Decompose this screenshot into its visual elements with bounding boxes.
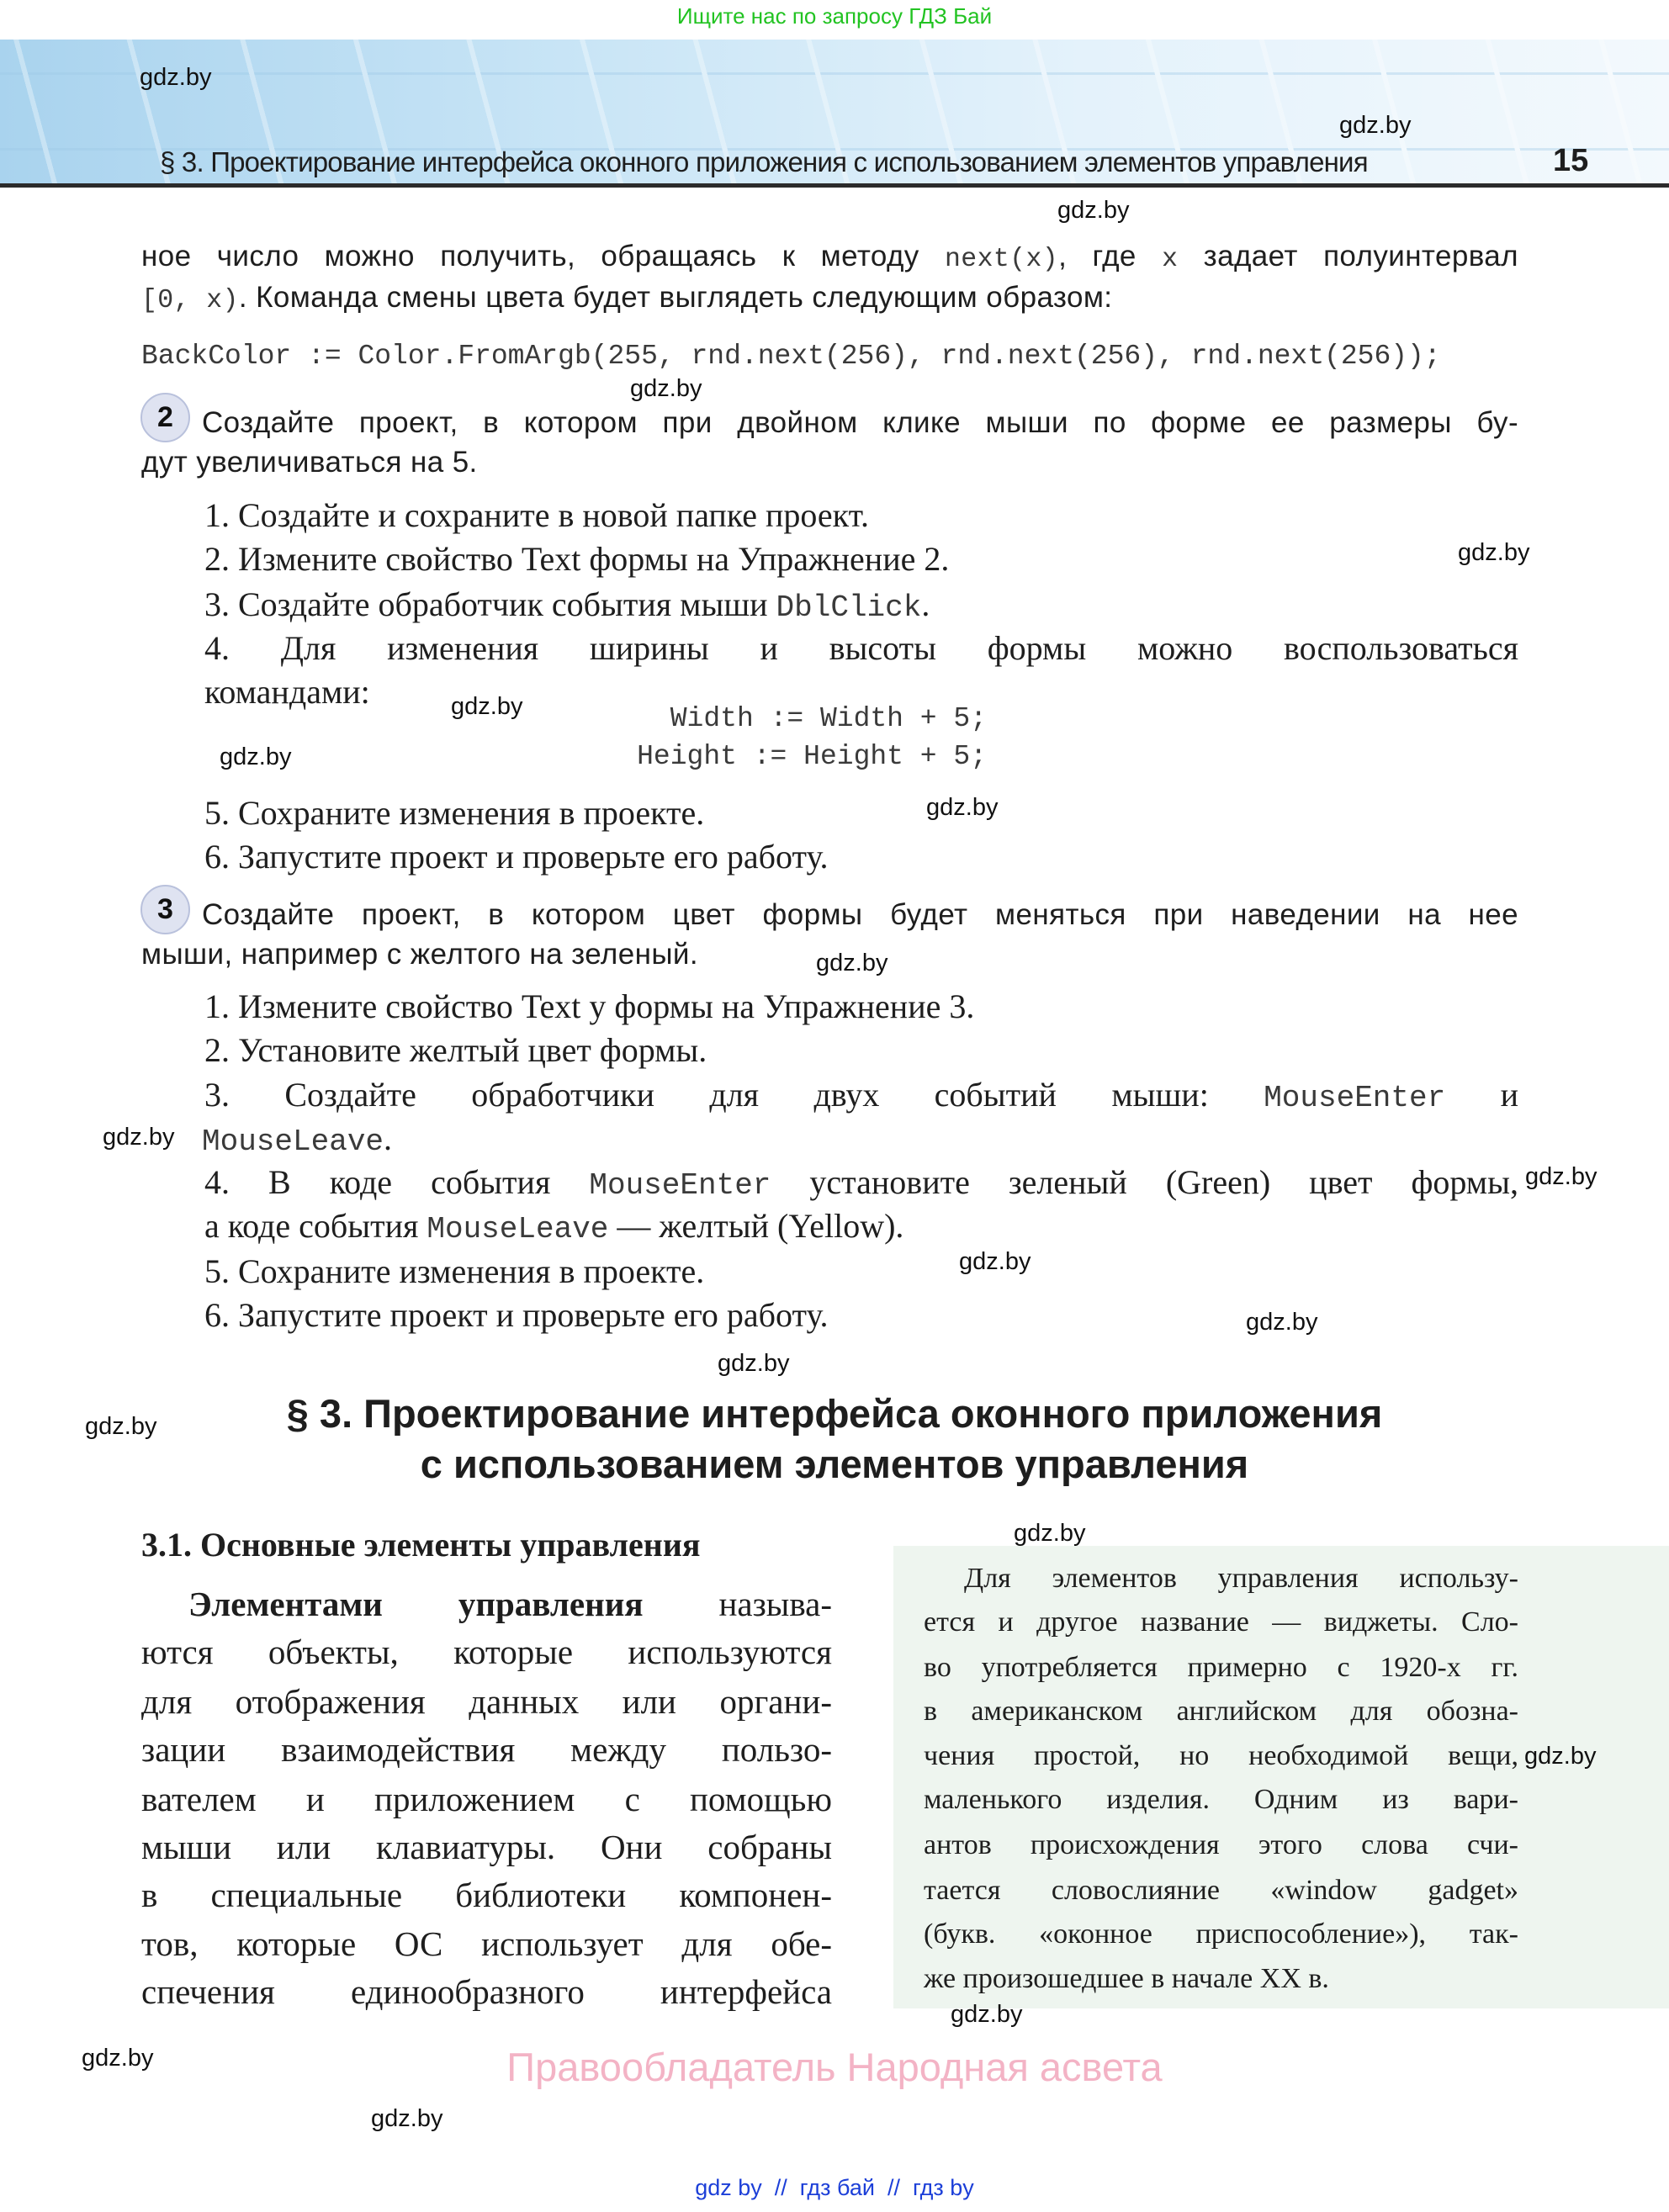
task2-step: 4. Для изменения ширины и высоты формы можно воспользоваться [204, 629, 1518, 667]
text-segment: установите зеленый (Green) цвет формы, [771, 1163, 1518, 1201]
task2-step: 1. Создайте и сохраните в новой папке проект. [204, 496, 870, 534]
task2-step: 6. Запустите проект и проверьте его работу. [204, 838, 829, 876]
text-segment: 4. В коде события [204, 1163, 590, 1201]
watermark-text: gdz.by [926, 794, 999, 821]
subsection-heading: 3.1. Основные элементы управления [141, 1526, 701, 1564]
intro-line [141, 280, 1112, 319]
task3-step: 5. Сохраните изменения в проекте. [204, 1252, 705, 1290]
copyright-notice: Правообладатель Народная асвета [506, 2045, 1163, 2089]
text-segment: называ- [643, 1585, 832, 1623]
watermark-text: gdz.by [1057, 197, 1130, 224]
task2-step: 5. Сохраните изменения в проекте. [204, 794, 705, 832]
task3-step [204, 1163, 1518, 1205]
sidebar-line: антов происхождения этого слова счи- [924, 1829, 1518, 1860]
watermark-text: gdz.by [718, 1350, 790, 1377]
code-line: BackColor := Color.FromArgb(255, rnd.next(256), rnd.next(256), rnd.next(256)); [141, 341, 1441, 372]
text-segment: — желтый (Yellow). [608, 1207, 904, 1245]
sidebar-line: во употребляется примерно с 1920-х гг. [924, 1652, 1518, 1683]
watermark-text: gdz.by [1458, 539, 1530, 566]
task3-text: мыши, например с желтого на зеленый. [141, 938, 698, 971]
watermark-text: gdz.by [451, 693, 523, 720]
text-segment: , где [1058, 240, 1163, 273]
sidebar-line: же произошедшее в начале XX в. [924, 1963, 1329, 1994]
task-number-badge: 2 [140, 393, 190, 442]
watermark-text: gdz.by [140, 64, 212, 91]
watermark-text: gdz.by [85, 1413, 157, 1440]
watermark-text: gdz.by [371, 2105, 443, 2132]
inline-code: [0, x) [141, 286, 239, 315]
watermark-text: gdz.by [1524, 1743, 1597, 1770]
inline-code: MouseEnter [589, 1168, 771, 1203]
inline-code: MouseEnter [1264, 1081, 1446, 1115]
task3-step: 2. Установите желтый цвет формы. [204, 1031, 707, 1069]
text-segment: задает полуинтервал [1178, 240, 1518, 273]
footer-links[interactable]: gdz by // гдз бай // гдз by [695, 2175, 974, 2200]
sidebar-line: чения простой, но необходимой вещи, [924, 1740, 1518, 1771]
task3-text: Создайте проект, в котором цвет формы будет меняться при наведении на нее [202, 898, 1518, 931]
watermark-text: gdz.by [1246, 1309, 1318, 1336]
sidebar-line: (букв. «оконное приспособление»), так- [924, 1918, 1518, 1950]
watermark-text: gdz.by [951, 2001, 1023, 2028]
text-segment: ное число можно получить, обращаясь к методу [141, 240, 945, 273]
task3-step: 1. Измените свойство Text у формы на Упражнение 3. [204, 987, 975, 1025]
watermark-text: gdz.by [1339, 112, 1412, 139]
sidebar-line: маленького изделия. Одним из вари- [924, 1784, 1518, 1815]
paragraph-line: спечения единообразного интерфейса [141, 1972, 832, 2011]
task2-step: командами: [204, 673, 370, 711]
task2-text: Создайте проект, в котором при двойном клике мыши по форме ее размеры бу- [202, 406, 1518, 439]
top-banner[interactable]: Ищите нас по запросу ГДЗ Бай [676, 3, 993, 29]
watermark-text: gdz.by [816, 950, 888, 976]
paragraph-line: зации взаимодействия между пользо- [141, 1730, 832, 1769]
task2-step: 2. Измените свойство Text формы на Упражнение 2. [204, 540, 950, 578]
inline-code: x [1162, 245, 1179, 274]
code-line: Height := Height + 5; [637, 741, 987, 772]
section-heading: с использованием элементов управления [420, 1442, 1249, 1486]
task2-text: дут увеличиваться на 5. [141, 446, 478, 479]
inline-code: MouseLeave [427, 1212, 609, 1246]
watermark-text: gdz.by [103, 1124, 175, 1151]
task3-step [204, 1076, 1518, 1118]
bold-term: Элементами управления [188, 1585, 644, 1623]
paragraph-line: ются объекты, которые используются [141, 1633, 832, 1671]
running-header-title: § 3. Проектирование интерфейса оконного приложения с использованием элементов управления [160, 146, 1368, 177]
paragraph-line [188, 1584, 832, 1624]
code-line: Width := Width + 5; [670, 703, 987, 734]
inline-code: DblClick [776, 590, 922, 625]
watermark-text: gdz.by [630, 375, 702, 402]
task2-step [204, 585, 930, 627]
section-heading: § 3. Проектирование интерфейса оконного приложения [286, 1391, 1383, 1436]
text-segment: а коде события [204, 1207, 427, 1245]
header-rule [0, 183, 1669, 188]
watermark-text: gdz.by [82, 2045, 154, 2072]
watermark-text: gdz.by [959, 1248, 1031, 1275]
text-segment: 3. Создайте обработчик события мыши [204, 585, 776, 623]
text-segment: . [921, 585, 930, 623]
page-number: 15 [1553, 143, 1589, 178]
text-segment: . [384, 1119, 393, 1157]
paragraph-line: вателем и приложением с помощью [141, 1780, 832, 1818]
sidebar-line: тается словослияние «window gadget» [924, 1875, 1518, 1906]
paragraph-line: для отображения данных или органи- [141, 1682, 832, 1721]
watermark-text: gdz.by [1014, 1520, 1086, 1547]
text-segment: и [1445, 1076, 1519, 1114]
sidebar-line: в американском английском для обозна- [924, 1696, 1518, 1727]
paragraph-line: в специальные библиотеки компонен- [141, 1876, 832, 1914]
sidebar-line: Для элементов управления использу- [964, 1563, 1518, 1594]
watermark-text: gdz.by [220, 744, 292, 770]
intro-line [141, 239, 1518, 278]
task-number-badge: 3 [140, 885, 190, 934]
inline-code: next(x) [944, 245, 1059, 274]
sidebar-line: ется и другое название — виджеты. Сло- [924, 1606, 1518, 1638]
inline-code: MouseLeave [202, 1125, 384, 1159]
paragraph-line: мыши или клавиатуры. Они собраны [141, 1828, 832, 1866]
task3-step [204, 1207, 903, 1249]
watermark-text: gdz.by [1525, 1163, 1597, 1190]
paragraph-line: тов, которые ОС использует для обе- [141, 1924, 832, 1963]
text-segment: 3. Создайте обработчики для двух событий мыши: [204, 1076, 1264, 1114]
task3-step [202, 1119, 392, 1162]
task3-step: 6. Запустите проект и проверьте его работу. [204, 1296, 829, 1334]
text-segment: . Команда смены цвета будет выглядеть следующим образом: [238, 281, 1113, 314]
